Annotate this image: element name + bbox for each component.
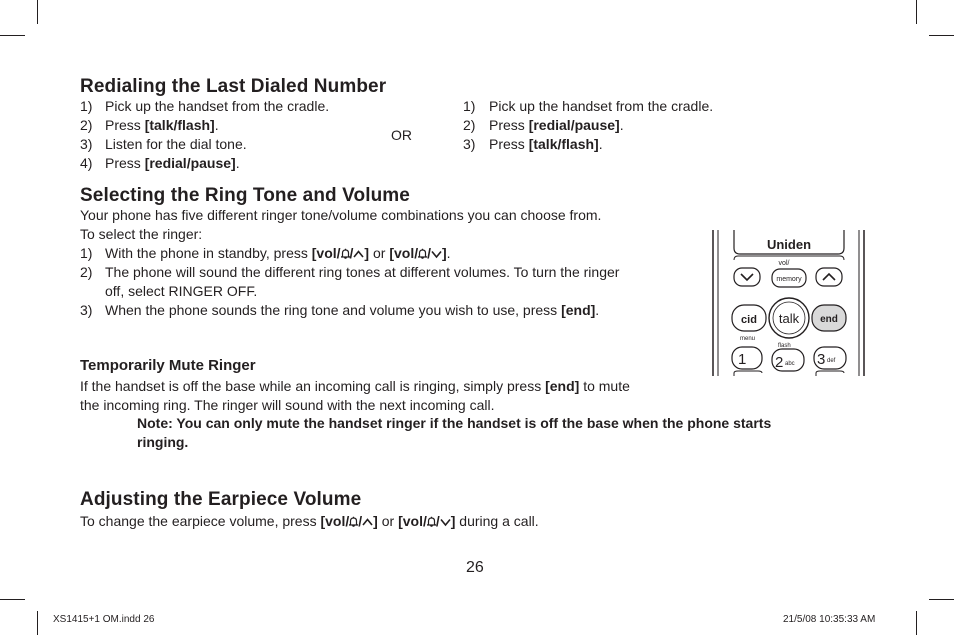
step-number: 1) [80,98,93,114]
crop-mark [916,0,917,24]
crop-mark [0,599,25,600]
mute-text-2: the incoming ring. The ringer will sound with the next incoming call. [80,397,495,413]
mute-text: If the handset is off the base while an incoming call is ringing, simply press [end] to mute [80,378,630,394]
subsection-title-mute: Temporarily Mute Ringer [80,357,256,374]
step-text: Press [talk/flash]. [105,117,219,133]
step-number: 1) [463,98,476,114]
crop-mark [0,35,25,36]
bell-icon [427,516,436,527]
earpiece-text: To change the earpiece volume, press [vol/ / ] or [vol/ / ] during a call. [80,513,539,529]
step-text: The phone will sound the different ring tones at different volumes. To turn the ringer [105,264,620,280]
brand-logo: Uniden [766,237,812,252]
end-label: end [820,314,838,325]
cid-label: cid [741,314,757,326]
key-1: 1 [738,351,747,368]
step-text: Press [redial/pause]. [105,155,240,171]
key-3: 3 [817,351,826,368]
page-number: 26 [466,559,484,576]
bell-icon [341,248,350,259]
chevron-up-icon [362,517,373,527]
step-text: Listen for the dial tone. [105,136,247,152]
handset-keypad-image [712,230,865,376]
step-text: off, select RINGER OFF. [105,283,258,299]
section-title-ring: Selecting the Ring Tone and Volume [80,185,410,206]
bell-icon [418,248,427,259]
crop-mark [929,599,954,600]
chevron-down-icon [440,517,451,527]
footer-file-slug: XS1415+1 OM.indd 26 [53,614,155,625]
step-number: 1) [80,245,93,261]
step-text: With the phone in standby, press [vol/ / ] or [vol/ / ]. [105,245,451,261]
step-text: Press [talk/flash]. [489,136,603,152]
footer-timestamp: 21/5/08 10:35:33 AM [783,614,876,625]
step-number: 2) [463,117,476,133]
or-separator: OR [391,127,412,143]
crop-mark [37,0,38,24]
step-number: 3) [463,136,476,152]
crop-mark [37,611,38,635]
step-text: Pick up the handset from the cradle. [489,98,714,114]
step-text: Press [redial/pause]. [489,117,624,133]
note-text: Note: You can only mute the handset ringer if the handset is off the base when the phone starts [137,415,772,431]
key-2: 2 [775,354,784,371]
ring-intro-2: To select the ringer: [80,226,203,242]
chevron-up-icon [353,249,364,259]
section-title-redial: Redialing the Last Dialed Number [80,76,387,97]
step-number: 2) [80,264,93,280]
crop-mark [916,611,917,635]
step-number: 3) [80,302,93,318]
handset-illustration [712,230,865,376]
key-3-letters: def [827,358,836,364]
step-text: When the phone sounds the ring tone and volume you wish to use, press [end]. [105,302,600,318]
step-number: 2) [80,117,93,133]
step-number: 3) [80,136,93,152]
bell-icon [349,516,358,527]
menu-label: menu [740,336,756,342]
memory-label: memory [776,276,802,283]
key-2-letters: abc [785,361,795,367]
talk-label: talk [778,311,800,326]
ring-intro: Your phone has five different ringer tone/volume combinations you can choose from. [80,207,602,223]
crop-mark [929,35,954,36]
flash-label: flash [778,343,791,349]
step-number: 4) [80,155,93,171]
section-title-earpiece: Adjusting the Earpiece Volume [80,489,362,510]
note-text-2: ringing. [137,434,189,450]
vol-label: vol/ [778,260,790,267]
chevron-down-icon [431,249,442,259]
step-text: Pick up the handset from the cradle. [105,98,330,114]
